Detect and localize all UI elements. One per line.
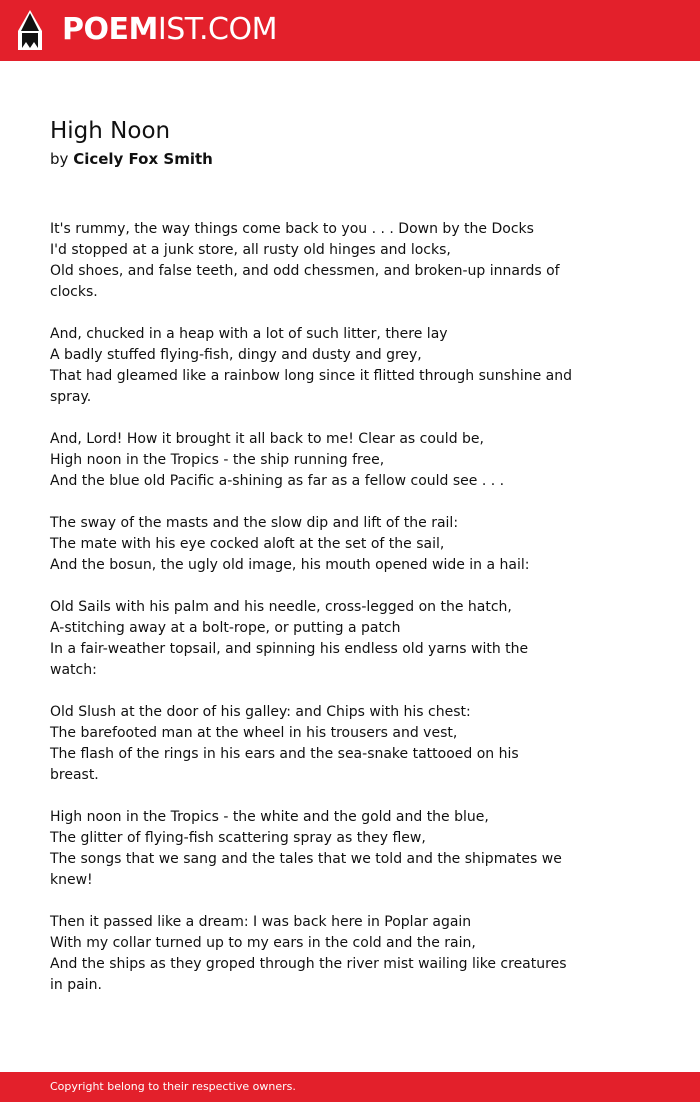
poem-line: The glitter of flying-fish scattering spray as they flew,: [50, 830, 426, 846]
poem-line: And, chucked in a heap with a lot of such litter, there lay: [50, 326, 448, 342]
poem-line: I'd stopped at a junk store, all rusty old hinges and locks,: [50, 242, 451, 258]
poem-byline: [50, 148, 213, 170]
poem-line: The barefooted man at the wheel in his trousers and vest,: [50, 725, 458, 741]
poem-stanza: [50, 597, 590, 681]
poem-line: Old Sails with his palm and his needle, cross-legged on the hatch,: [50, 599, 512, 615]
poem-line: And, Lord! How it brought it all back to me! Clear as could be,: [50, 431, 484, 447]
logo-bold-text: POEM: [62, 12, 158, 47]
poem-line: High noon in the Tropics - the ship running free,: [50, 452, 385, 468]
site-logo[interactable]: [62, 12, 277, 48]
poem-line: knew!: [50, 872, 93, 888]
poem-line: The flash of the rings in his ears and the sea-snake tattooed on his: [50, 746, 519, 762]
poem-author: Cicely Fox Smith: [73, 150, 213, 168]
poem-line: High noon in the Tropics - the white and the gold and the blue,: [50, 809, 489, 825]
poem-body: [50, 219, 590, 1017]
poem-line: Old Slush at the door of his galley: and Chips with his chest:: [50, 704, 471, 720]
poem-line: Then it passed like a dream: I was back here in Poplar again: [50, 914, 472, 930]
poem-line: A badly stuffed flying-fish, dingy and dusty and grey,: [50, 347, 422, 363]
poem-line: breast.: [50, 767, 99, 783]
poem-line: A-stitching away at a bolt-rope, or putting a patch: [50, 620, 401, 636]
poem-stanza: [50, 513, 590, 576]
poem-line: It's rummy, the way things come back to you . . . Down by the Docks: [50, 221, 534, 237]
poem-stanza: [50, 324, 590, 408]
poem-line: watch:: [50, 662, 97, 678]
pencil-icon[interactable]: [17, 9, 43, 51]
poem-line: The sway of the masts and the slow dip and lift of the rail:: [50, 515, 459, 531]
poem-line: Old shoes, and false teeth, and odd chessmen, and broken-up innards of: [50, 263, 560, 279]
poem-line: in pain.: [50, 977, 102, 993]
poem-stanza: [50, 702, 590, 786]
poem-line: With my collar turned up to my ears in the cold and the rain,: [50, 935, 476, 951]
poem-line: That had gleamed like a rainbow long since it flitted through sunshine and: [50, 368, 572, 384]
poem-line: The songs that we sang and the tales that we told and the shipmates we: [50, 851, 562, 867]
site-footer: [0, 1072, 700, 1102]
poem-stanza: [50, 429, 590, 492]
poem-line: In a fair-weather topsail, and spinning his endless old yarns with the: [50, 641, 529, 657]
logo-light-text: IST.COM: [157, 12, 277, 47]
poem-line: And the bosun, the ugly old image, his mouth opened wide in a hail:: [50, 557, 530, 573]
poem-stanza: [50, 912, 590, 996]
poem-line: spray.: [50, 389, 92, 405]
byline-prefix: by: [50, 150, 69, 168]
poem-line: And the ships as they groped through the river mist wailing like creatures: [50, 956, 567, 972]
poem-stanza: [50, 219, 590, 303]
poem-line: The mate with his eye cocked aloft at the set of the sail,: [50, 536, 445, 552]
poem-line: clocks.: [50, 284, 98, 300]
poem-line: And the blue old Pacific a-shining as far as a fellow could see . . .: [50, 473, 505, 489]
poem-stanza: [50, 807, 590, 891]
site-header: [0, 0, 700, 61]
poem-title: High Noon: [50, 118, 171, 144]
copyright-text: Copyright belong to their respective owners.: [50, 1080, 296, 1093]
